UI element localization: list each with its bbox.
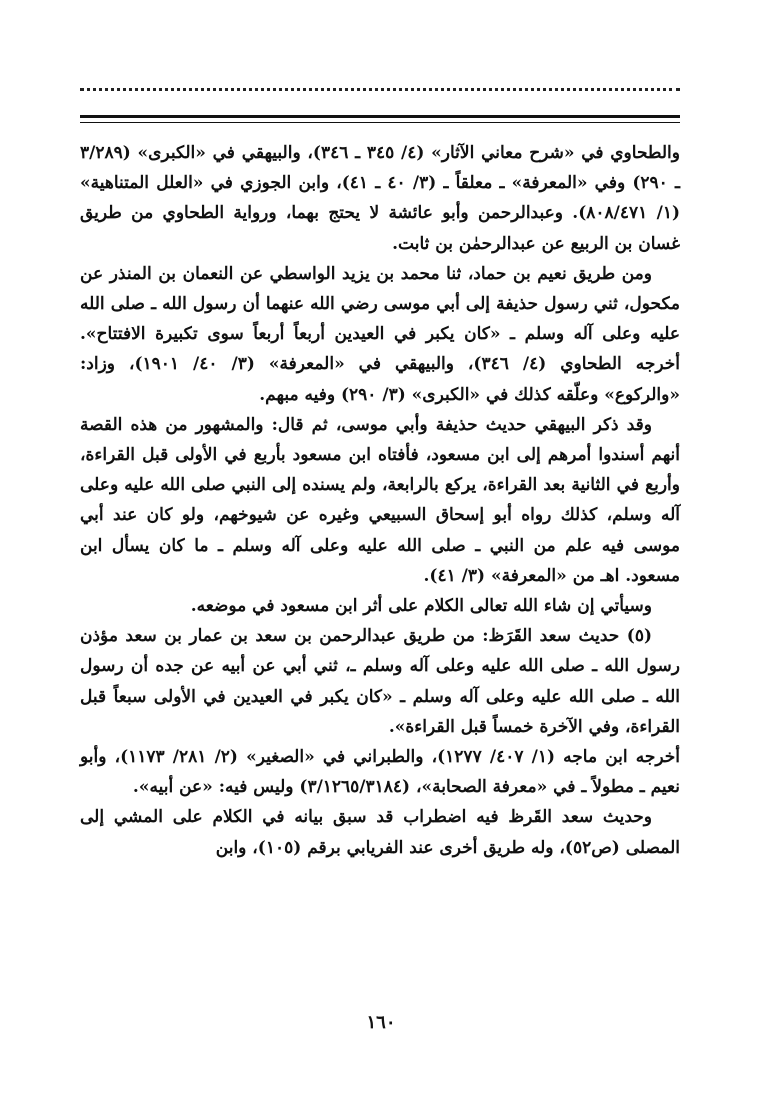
paragraph-ibn-masud-note: وسيأتي إن شاء الله تعالى الكلام على أثر ابن مسعود في موضعه.: [190, 596, 652, 617]
header-dotted-rule: [80, 88, 680, 91]
paragraph-takhrij-tahawi: والطحاوي في «شرح معاني الآثار» (٤/ ٣٤٥ ـ ٣٤٦)، والبيهقي في «الكبرى» (٣/٢٨٩ ـ ٢٩٠) وفي «المعرفة» ـ معلقاً ـ (٣/ ٤٠ ـ ٤١)، وابن الجوزي في «العلل المتناهية» (١/ ٨٠٨/٤٧١). وعبدالرحمن وأبو عائشة لا يحتج بهما، ورواية الطحاوي من طريق غسان بن الربيع عن عبدالرحمٰن بن ثابت.: [80, 143, 680, 254]
paragraph-bayhaqi-comment: وقد ذكر البيهقي حديث حذيفة وأبي موسى، ثم قال: والمشهور من هذه القصة أنهم أسندوا أمرهم إلى ابن مسعود، فأفتاه ابن مسعود بأربع في الأولى قبل القراءة، وأربع في الثانية بعد القراءة، يركع بالرابعة، ولم يسنده إلى النبي صلى الله عليه وعلى آله وسلم، كذلك رواه أبو إسحاق السبيعي وغيره عن شيوخهم، ولو كان عند أبي موسى فيه علم من النبي ـ صلى الله عليه وعلى آله وسلم ـ ما كان يسأل ابن مسعود. اهـ من «المعرفة» (٣/ ٤١).: [80, 414, 680, 586]
paragraph-saad-qaraz-hadith: (٥) حديث سعد القَرَظ: من طريق عبدالرحمن بن سعد بن عمار بن سعد مؤذن رسول الله ـ صلى الله عليه وعلى آله وسلم ـ، ثني أبي عن أبيه عن جده أن رسول الله ـ صلى الله عليه وعلى آله وسلم ـ «كان يكبر في العيدين في الأولى سبعاً قبل القراءة، وفي الآخرة خمساً قبل القراءة».: [80, 626, 681, 737]
header-thick-rule: [80, 115, 680, 118]
paragraph-ibn-majah: أخرجه ابن ماجه (١/ ٤٠٧/ ١٢٧٧)، والطبراني في «الصغير» (٢/ ٢٨١/ ١١٧٣)، وأبو نعيم ـ مطولاً ـ في «معرفة الصحابة»، (٣/١٢٦٥/٣١٨٤) وليس فيه: «عن أبيه».: [80, 747, 680, 798]
page-number: ١٦٠: [366, 1012, 396, 1033]
header-thin-rule: [80, 122, 680, 123]
paragraph-nuaym-hammad: ومن طريق نعيم بن حماد، ثنا محمد بن يزيد الواسطي عن النعمان بن المنذر عن مكحول، ثني رسول حذيفة إلى أبي موسى رضي الله عنهما أن رسول الله ـ صلى الله عليه وعلى آله وسلم ـ «كان يكبر في العيدين أربعاً أربعاً سوى تكبيرة الافتتاح». أخرجه الطحاوي (٤/ ٣٤٦)، والبيهقي في «المعرفة» (٣/ ٤٠/ ١٩٠١)، وزاد: «والركوع» وعلّقه كذلك في «الكبرى» (٣/ ٢٩٠) وفيه مبهم.: [80, 263, 680, 405]
paragraph-idtirab: وحديث سعد القَرظ فيه اضطراب قد سبق بيانه في الكلام على المشي إلى المصلى (ص٥٢)، وله طريق أخرى عند الفريابي برقم (١٠٥)، وابن: [80, 807, 680, 858]
page-body: [80, 138, 680, 978]
